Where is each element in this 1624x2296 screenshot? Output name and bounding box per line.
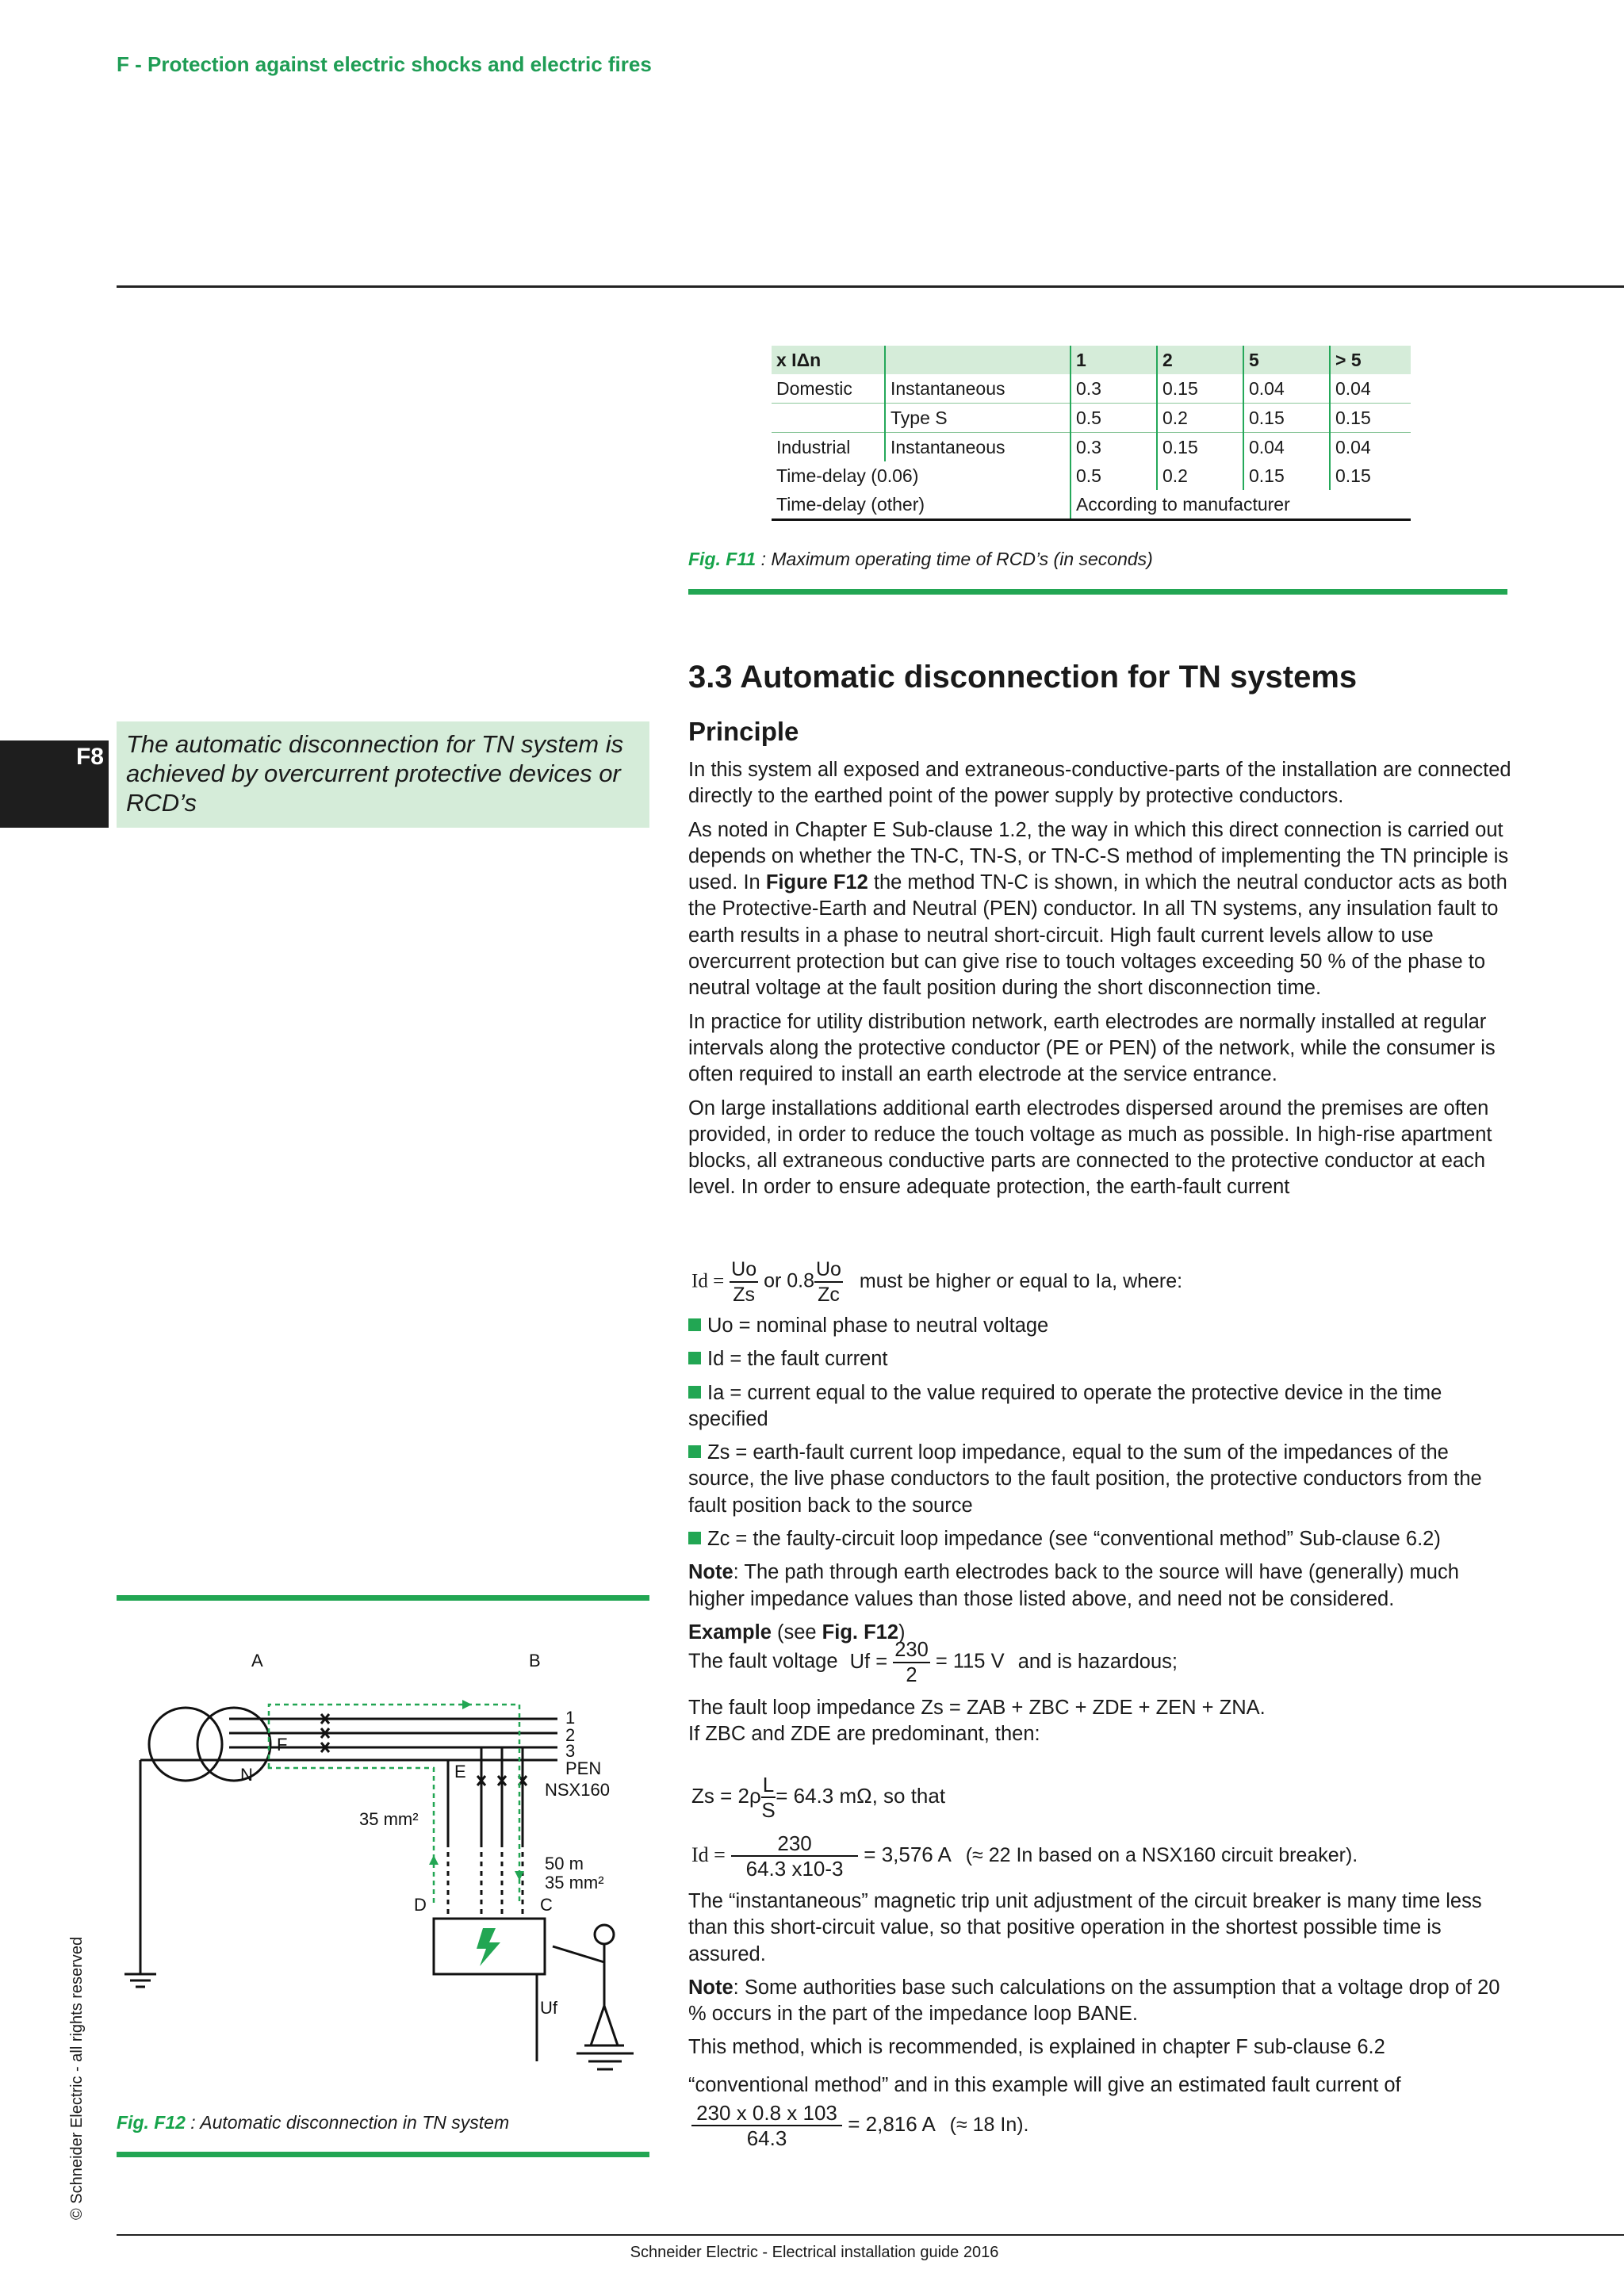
- table-cell: 0.15: [1330, 461, 1411, 490]
- numerator: Uo: [814, 1257, 843, 1283]
- table-cell: 0.15: [1157, 433, 1243, 462]
- note-label: Note: [688, 1976, 733, 1999]
- footer-rule: [117, 2234, 1624, 2236]
- formula-text: and is hazardous;: [1017, 1650, 1178, 1673]
- point-f-label: F: [277, 1735, 288, 1755]
- table-header-cell: 5: [1243, 346, 1330, 374]
- table-cell: Time-delay (0.06): [776, 465, 919, 486]
- touch-voltage-label: Uf: [540, 1998, 557, 2018]
- transformer-winding-icon: [149, 1708, 222, 1781]
- table-cell: [772, 404, 885, 433]
- fig11-text: : Maximum operating time of RCD’s (in seconds): [756, 549, 1153, 569]
- phase-2-label: 2: [565, 1725, 576, 1745]
- note-text: : The path through earth electrodes back to the source will have (generally) much higher impedance values than those listed above, and need not be considered.: [688, 1561, 1459, 1610]
- fraction: [893, 1638, 930, 1687]
- note: [688, 1559, 1517, 1613]
- paragraph: If ZBC and ZDE are predominant, then:: [688, 1723, 1040, 1746]
- paragraph: This method, which is recommended, is explained in chapter F sub-clause 6.2: [688, 2036, 1385, 2059]
- formula-text: (≈ 22 In based on a NSX160 circuit breaker).: [965, 1843, 1358, 1866]
- fault-current-formula: [691, 1257, 1182, 1307]
- example-text: (see: [771, 1621, 822, 1644]
- table-cell: Instantaneous: [885, 374, 1071, 404]
- formula-rhs: must be higher or equal to Ia, where:: [859, 1269, 1183, 1292]
- numerator: 230 x 0.8 x 103: [691, 2101, 842, 2126]
- earth-symbol-icon: [124, 1974, 156, 1987]
- denominator: Zc: [818, 1284, 840, 1306]
- list-item-text: Zc = the faulty-circuit loop impedance (see “conventional method” Sub-clause 6.2): [707, 1528, 1441, 1551]
- phase-1-label: 1: [565, 1708, 576, 1728]
- table-cell: 0.3: [1071, 374, 1157, 404]
- list-item: [688, 1313, 1517, 1339]
- formula-lhs: Id =: [691, 1270, 725, 1292]
- earth-symbol-icon: [576, 2053, 634, 2069]
- body-text: [688, 757, 1517, 1208]
- table-cell: 0.04: [1243, 374, 1330, 404]
- list-item: [688, 1346, 1517, 1372]
- fig12-text: : Automatic disconnection in TN system: [185, 2112, 510, 2133]
- point-n-label: N: [240, 1765, 253, 1785]
- paragraph: The “instantaneous” magnetic trip unit adjustment of the circuit breaker is many time less than this short-circuit value, so that positive operation in the shortest possible time is assured.: [688, 1890, 1482, 1965]
- table-header-cell: 1: [1071, 346, 1157, 374]
- point-d-label: D: [414, 1895, 427, 1915]
- person-leg-icon: [591, 2006, 604, 2045]
- table-cell: 0.5: [1071, 461, 1157, 490]
- note-text: : Some authorities base such calculations on the assumption that a voltage drop of 20 % occurs in the part of the impedance loop BANE.: [688, 1976, 1500, 2026]
- cable-length-label: 50 m: [545, 1854, 584, 1873]
- table-cell: According to manufacturer: [1071, 490, 1411, 520]
- formula-rhs: = 64.3 mΩ: [776, 1783, 872, 1808]
- fault-lightning-icon: [477, 1928, 500, 1966]
- table-cell: Industrial: [776, 436, 851, 457]
- table-cell: 0.04: [1330, 433, 1411, 462]
- definitions-list: [688, 1313, 1517, 1653]
- zs-formula: [691, 1773, 945, 1822]
- section-title: 3.3 Automatic disconnection for TN systems: [688, 660, 1358, 695]
- table-cell: 0.2: [1157, 461, 1243, 490]
- list-item-text: Ia = current equal to the value required to operate the protective device in the time specified: [688, 1381, 1442, 1430]
- copyright-notice: © Schneider Electric - all rights reserved: [68, 1936, 86, 2220]
- fig12-label: Fig. F12: [117, 2112, 186, 2133]
- fig11-caption: [688, 549, 1153, 570]
- paragraph: In this system all exposed and extraneous-conductive-parts of the installation are connected directly to the earthed point of the power supply by protective conductors.: [688, 759, 1511, 808]
- table-header-cell: [885, 346, 1071, 374]
- summary-box: The automatic disconnection for TN system is achieved by overcurrent protective devices or RCD’s: [117, 721, 649, 828]
- section-subtitle: Principle: [688, 717, 799, 746]
- fraction: [814, 1257, 843, 1307]
- table-cell: 0.5: [1071, 404, 1157, 433]
- table-cell: Type S: [885, 404, 1071, 433]
- table-cell: 0.04: [1330, 374, 1411, 404]
- header-rule: [117, 285, 1624, 288]
- formula-rhs: = 2,816 A: [848, 2111, 935, 2136]
- point-e-label: E: [454, 1762, 466, 1781]
- list-item-text: Zs = earth-fault current loop impedance, equal to the sum of the impedances of the source, the live phase conductors to the fault position, the protective conductors from the fault position back to the source: [688, 1441, 1482, 1517]
- table-cell: Domestic: [772, 374, 885, 404]
- fraction: [730, 1257, 758, 1307]
- table-cell: 0.15: [1243, 461, 1330, 490]
- paragraph: “conventional method” and in this example will give an estimated fault current of: [688, 2073, 1401, 2096]
- id-formula: [691, 1831, 1358, 1881]
- formula-text: (≈ 18 In).: [949, 2113, 1029, 2136]
- example-label: Example: [688, 1621, 772, 1644]
- nsx160-label: NSX160: [545, 1780, 610, 1800]
- table-row: [772, 374, 1411, 404]
- table-cell: 0.2: [1157, 404, 1243, 433]
- numerator: Uo: [730, 1257, 758, 1283]
- fig12-bottom-rule: [117, 2152, 649, 2157]
- numerator: 230: [893, 1638, 930, 1663]
- fig11-rule: [688, 589, 1507, 595]
- table-cell: 0.3: [1071, 433, 1157, 462]
- formula-mid: or 0.8: [764, 1269, 814, 1292]
- bullet-icon: [688, 1386, 701, 1399]
- formula-lhs: Zs = 2ρ: [691, 1783, 761, 1808]
- point-a-label: A: [251, 1651, 263, 1670]
- bullet-icon: [688, 1532, 701, 1544]
- denominator: 64.3: [746, 2126, 787, 2150]
- list-item: [688, 1440, 1517, 1519]
- paragraph: The fault loop impedance Zs = ZAB + ZBC + ZDE + ZEN + ZNA.: [688, 1697, 1266, 1719]
- paragraph: In practice for utility distribution network, earth electrodes are normally installed at regular intervals along the protective conductor (PE or PEN) of the network, while the consumer is often required to install an earth electrode at the service entrance.: [688, 1010, 1496, 1086]
- chapter-header: F - Protection against electric shocks and electric fires: [117, 52, 652, 76]
- fraction: [731, 1831, 858, 1881]
- formula-rhs: = 3,576 A: [864, 1842, 951, 1866]
- paragraph: On large installations additional earth electrodes dispersed around the premises are often provided, in order to reduce the touch voltage as much as possible. In high-rise apartment blocks, all extraneous conductive parts are connected to the protective conductor at each level. In order to ensure adequate protection, the earth-fault current: [688, 1096, 1492, 1199]
- fig12-caption: [117, 2112, 509, 2133]
- table-header-cell: > 5: [1330, 346, 1411, 374]
- fig11-label: Fig. F11: [688, 549, 756, 569]
- person-leg-icon: [604, 2006, 618, 2045]
- page-footer: Schneider Electric - Electrical installation guide 2016: [630, 2244, 999, 2261]
- point-b-label: B: [529, 1651, 541, 1670]
- table-cell: Time-delay (other): [772, 490, 1071, 520]
- table-cell: 0.15: [1330, 404, 1411, 433]
- cable-section-label: 35 mm²: [545, 1873, 604, 1892]
- fault-path-arrow-icon: [429, 1700, 524, 1881]
- conclusion-text: [688, 1888, 1517, 2106]
- pen-label: PEN: [565, 1758, 602, 1778]
- fraction: [761, 1773, 776, 1822]
- bullet-icon: [688, 1318, 701, 1331]
- table-row: [772, 404, 1411, 433]
- note: [688, 1975, 1517, 2028]
- formula-text: , so that: [871, 1783, 946, 1808]
- table-header-cell: x IΔn: [772, 346, 885, 374]
- bullet-icon: [688, 1352, 701, 1364]
- paragraph: [688, 817, 1517, 1002]
- table-row: [772, 461, 1411, 490]
- fraction: [691, 2101, 842, 2150]
- loop-impedance-text: [688, 1695, 1517, 1748]
- table-row: [772, 490, 1411, 520]
- table-header-row: [772, 346, 1411, 374]
- table-header-cell: 2: [1157, 346, 1243, 374]
- example-text: ): [898, 1621, 906, 1644]
- pen-section-label: 35 mm²: [359, 1809, 419, 1829]
- figure-ref: Figure F12: [765, 871, 868, 894]
- estimated-current-formula: [691, 2101, 1029, 2150]
- paragraph-text: the method TN-C is shown, in which the neutral conductor acts as both the Protective-Earth and Neutral (PEN) conductor. In all TN systems, any insulation fault to earth results in a phase to neutral short-circuit. High fault current levels allow to use overcurrent protection but can give rise to touch voltages exceeding 50 % of the phase to neutral voltage at the fault position during the short disconnection time.: [688, 871, 1507, 1000]
- formula-lhs: Id =: [691, 1843, 726, 1866]
- table-cell: 0.15: [1243, 404, 1330, 433]
- numerator: 230: [731, 1831, 858, 1857]
- denominator: S: [761, 1798, 776, 1822]
- fault-voltage-formula: [688, 1638, 1178, 1687]
- figure-ref: Fig. F12: [822, 1621, 899, 1644]
- table-cell: Instantaneous: [885, 433, 1071, 462]
- person-arm-icon: [553, 1946, 604, 1962]
- paragraph-text: As noted in Chapter E Sub-clause 1.2, the way in which this direct connection is carried out depends on whether the TN-C, TN-S, or TN-C-S method of implementing the TN principle is used. In: [688, 818, 1509, 894]
- rcd-time-table: [772, 346, 1411, 521]
- point-c-label: C: [540, 1895, 553, 1915]
- formula-rhs: = 115 V: [935, 1650, 1005, 1673]
- tn-system-diagram: [117, 1649, 656, 2093]
- formula-text: The fault voltage: [688, 1650, 838, 1673]
- table-cell: 0.04: [1243, 433, 1330, 462]
- phase-3-label: 3: [565, 1741, 576, 1761]
- formula-lhs: Uf =: [849, 1650, 888, 1673]
- denominator: Zs: [733, 1284, 756, 1306]
- note-label: Note: [688, 1561, 733, 1584]
- list-item-text: Uo = nominal phase to neutral voltage: [707, 1314, 1049, 1337]
- list-item: [688, 1526, 1517, 1552]
- denominator: 2: [906, 1664, 917, 1686]
- person-head-icon: [595, 1925, 614, 1944]
- page-tab-label: F8: [75, 744, 104, 770]
- table-cell: 0.15: [1157, 374, 1243, 404]
- page-tab: [0, 740, 109, 828]
- fig12-top-rule: [117, 1595, 649, 1601]
- bullet-icon: [688, 1445, 701, 1458]
- numerator: L: [762, 1773, 775, 1797]
- denominator: 64.3 x10-3: [745, 1857, 844, 1881]
- list-item: [688, 1380, 1517, 1433]
- list-item-text: Id = the fault current: [707, 1348, 888, 1371]
- table-row: [772, 433, 1411, 462]
